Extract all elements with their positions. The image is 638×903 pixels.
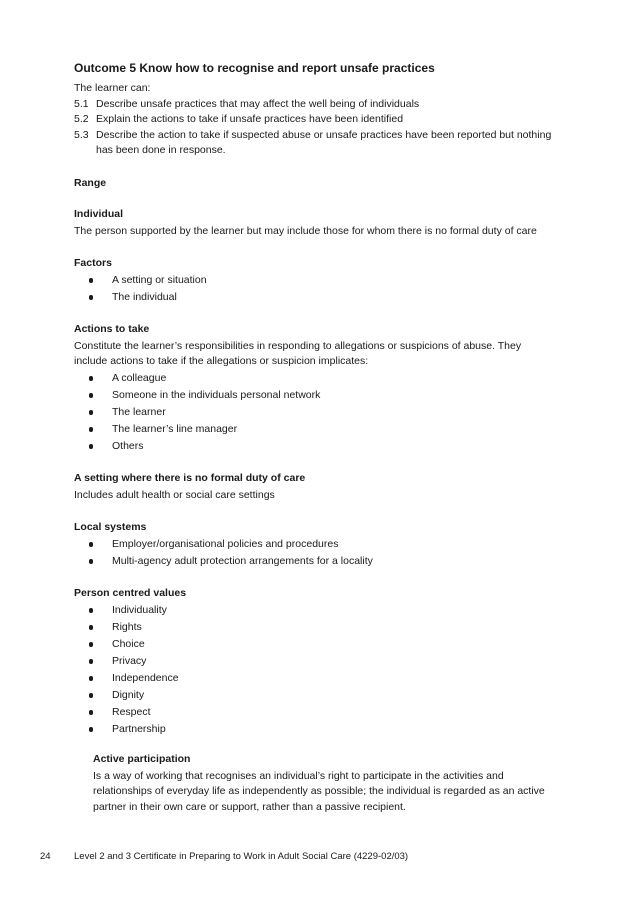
- bullet-icon: [89, 710, 94, 715]
- list-item: The individual: [74, 290, 554, 306]
- outcome-item-number: 5.1: [74, 97, 89, 110]
- bullet-icon: [89, 376, 94, 381]
- page-content: [74, 60, 554, 815]
- bullet-icon: [89, 393, 94, 398]
- list-item: Respect: [74, 705, 554, 721]
- outcome-item-number: 5.3: [74, 128, 89, 141]
- list-item: The learner: [74, 405, 554, 421]
- individual-text: The person supported by the learner but may include those for whom there is no formal duty of care: [74, 224, 537, 237]
- active-participation-heading: Active participation: [93, 753, 191, 765]
- bullet-icon: [89, 278, 94, 283]
- bullet-icon: [89, 427, 94, 432]
- list-item: Someone in the individuals personal network: [74, 388, 554, 404]
- list-item: Dignity: [74, 688, 554, 704]
- outcome-item: [74, 112, 554, 128]
- outcome-item-number: 5.2: [74, 113, 89, 125]
- list-item: A setting or situation: [74, 273, 554, 289]
- list-item: Employer/organisational policies and procedures: [74, 537, 554, 553]
- list-item: Multi-agency adult protection arrangements for a locality: [74, 554, 554, 570]
- local-systems-list: [74, 537, 554, 570]
- factors-heading: Factors: [74, 257, 112, 269]
- list-item: The learner’s line manager: [74, 422, 554, 438]
- values-list: [74, 603, 554, 738]
- outcome-item-text: Describe unsafe practices that may affect the well being of individuals: [96, 97, 420, 110]
- range-heading: Range: [74, 176, 107, 189]
- bullet-icon: [89, 625, 94, 630]
- page-number: 24: [40, 851, 51, 862]
- bullet-icon: [89, 295, 94, 300]
- bullet-icon: [89, 559, 94, 564]
- setting-text: Includes adult health or social care settings: [74, 488, 275, 501]
- list-item: Privacy: [74, 654, 554, 670]
- local-systems-heading: Local systems: [74, 521, 147, 533]
- footer-text: Level 2 and 3 Certificate in Preparing to Work in Adult Social Care (4229-02/03): [74, 851, 409, 862]
- actions-text: Constitute the learner’s responsibilities in responding to allegations or suspicions of abuse. They include actions to take if the allegations or suspicion implicates:: [74, 339, 522, 367]
- list-item: Others: [74, 439, 554, 455]
- outcome-intro: The learner can:: [74, 82, 151, 94]
- active-participation-text: Is a way of working that recognises an individual’s right to participate in the activities and relationships of everyday life as independently as possible; the individual is regarded as an active partner in their own care or support, rather than a passive recipient.: [93, 769, 545, 813]
- bullet-icon: [89, 542, 94, 547]
- page-footer: [40, 851, 408, 862]
- factors-list: [74, 273, 554, 306]
- actions-heading: Actions to take: [74, 323, 150, 335]
- values-heading: Person centred values: [74, 587, 187, 599]
- bullet-icon: [89, 642, 94, 647]
- bullet-icon: [89, 659, 94, 664]
- list-item: A colleague: [74, 371, 554, 387]
- individual-heading: Individual: [74, 208, 124, 220]
- list-item: Individuality: [74, 603, 554, 619]
- outcome-item: [74, 97, 554, 113]
- outcome-item-text: Describe the action to take if suspected abuse or unsafe practices have been reported but nothing has been done in response.: [96, 128, 552, 156]
- setting-heading: A setting where there is no formal duty of care: [74, 472, 306, 484]
- outcome-list: [74, 97, 554, 159]
- bullet-icon: [89, 444, 94, 449]
- list-item: Rights: [74, 620, 554, 636]
- bullet-icon: [89, 727, 94, 732]
- bullet-icon: [89, 676, 94, 681]
- bullet-icon: [89, 410, 94, 415]
- active-participation-block: [93, 752, 554, 815]
- bullet-icon: [89, 608, 94, 613]
- bullet-icon: [89, 693, 94, 698]
- list-item: Choice: [74, 637, 554, 653]
- actions-list: [74, 371, 554, 455]
- list-item: Independence: [74, 671, 554, 687]
- list-item: Partnership: [74, 722, 554, 738]
- outcome-item-text: Explain the actions to take if unsafe practices have been identified: [96, 113, 404, 125]
- outcome-title: Outcome 5 Know how to recognise and report unsafe practices: [74, 61, 435, 75]
- outcome-item: [74, 128, 554, 159]
